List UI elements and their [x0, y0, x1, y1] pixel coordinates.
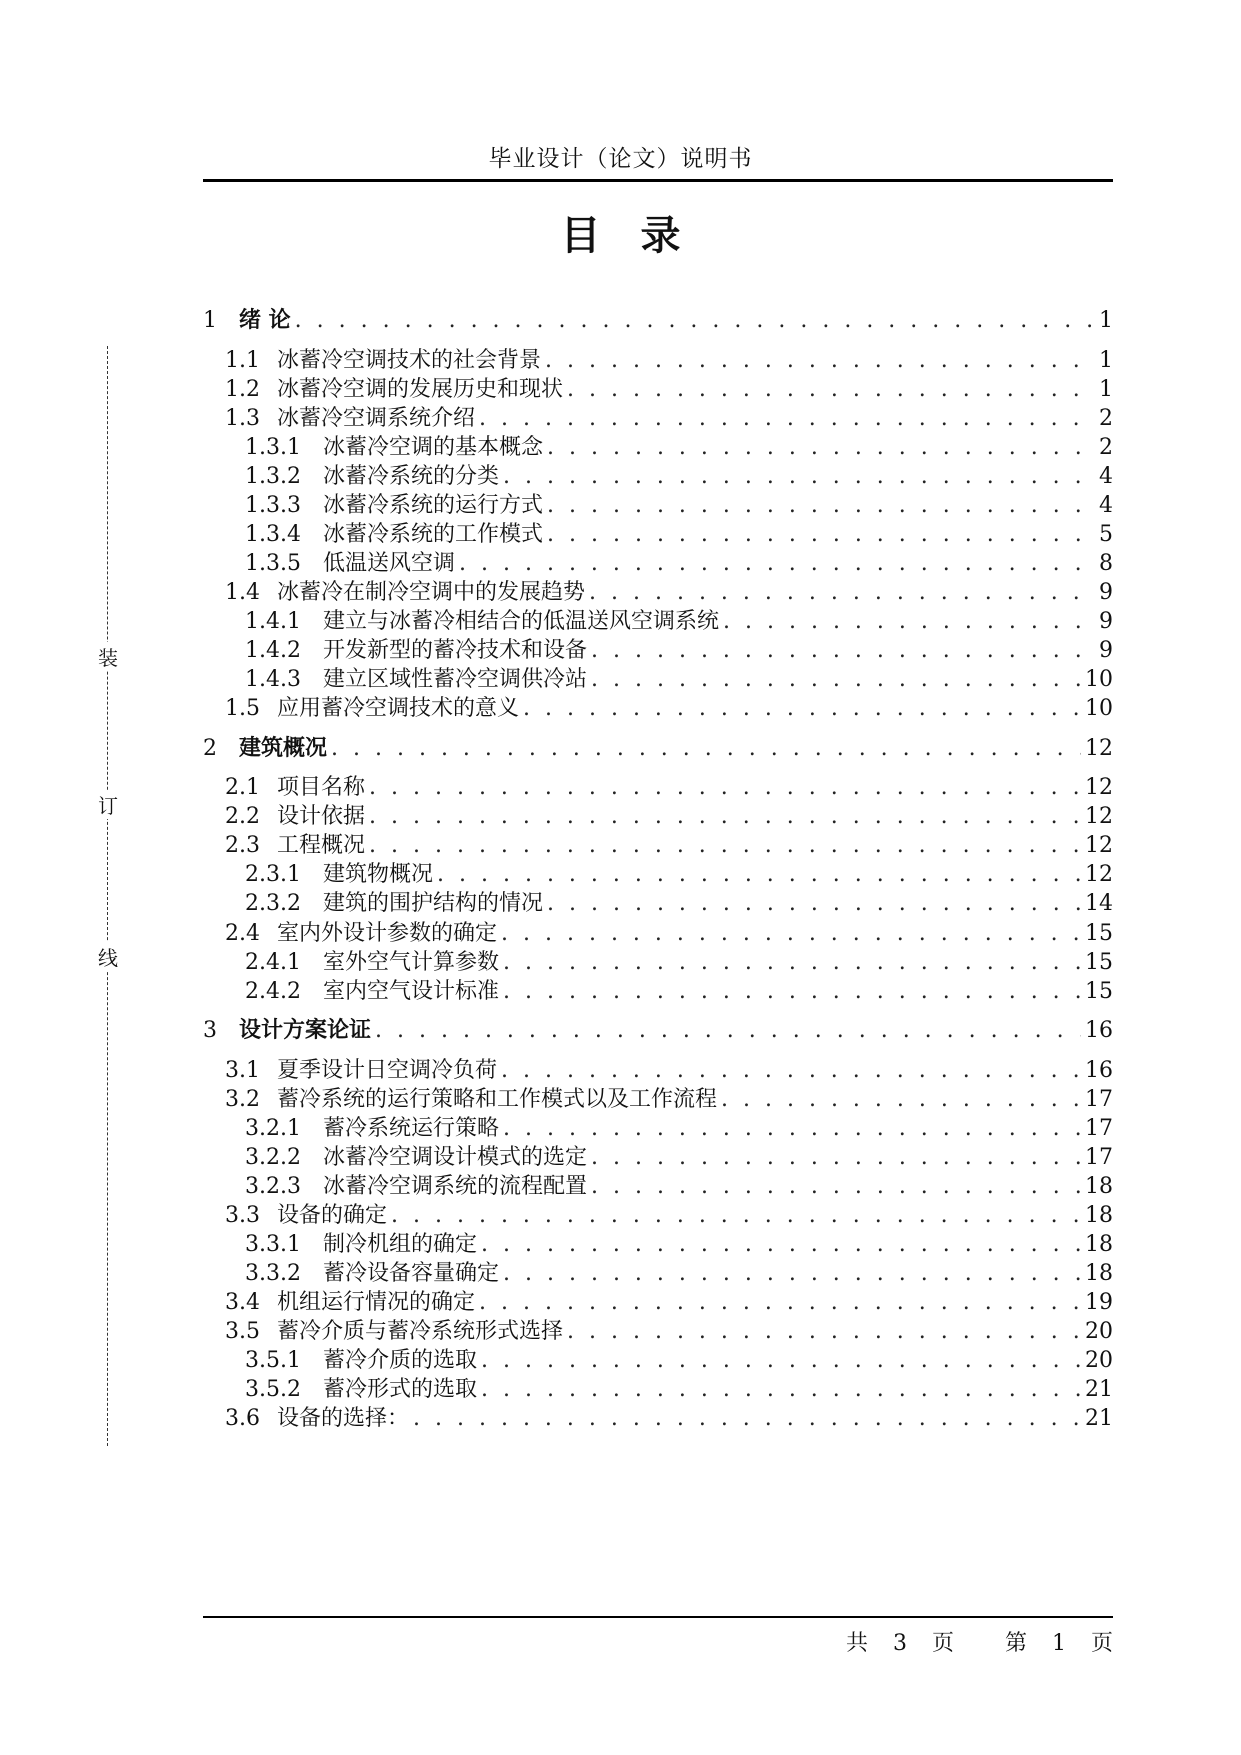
- toc-entry[interactable]: [245, 1259, 1113, 1289]
- toc-entry-number: 2.4.2: [245, 978, 301, 1004]
- toc-dot-leader: [369, 802, 1081, 832]
- toc-dot-leader: [567, 375, 1095, 405]
- toc-entry-number: 2.2: [225, 804, 260, 830]
- toc-entry[interactable]: [225, 1085, 1113, 1115]
- toc-entry[interactable]: [245, 948, 1113, 978]
- toc-entry-number: 3.2.2: [245, 1144, 301, 1170]
- toc-entry-number: 3.5.1: [245, 1348, 301, 1374]
- toc-dot-leader: [591, 665, 1081, 695]
- running-header: 毕业设计（论文）说明书: [488, 146, 753, 172]
- toc-entry[interactable]: [245, 860, 1113, 890]
- toc-entry-page: 4: [1099, 463, 1113, 489]
- binding-char-xian: 线: [88, 942, 128, 971]
- toc-dot-leader: [481, 1375, 1081, 1405]
- toc-entry[interactable]: [245, 1114, 1113, 1144]
- toc-entry-page: 18: [1085, 1173, 1113, 1199]
- toc-entry-number: 1: [203, 308, 217, 333]
- toc-entry-number: 3.1: [225, 1057, 260, 1083]
- footer-current-suffix: 页: [1090, 1631, 1113, 1656]
- binding-line: [88, 346, 128, 1446]
- toc-entry-number: 1.3: [225, 405, 260, 431]
- toc-entry[interactable]: [203, 306, 1113, 336]
- toc-entry[interactable]: [225, 919, 1113, 949]
- toc-entry-page: 20: [1085, 1319, 1113, 1345]
- toc-entry-number: 3.3.2: [245, 1261, 301, 1287]
- toc-dot-leader: [721, 1085, 1081, 1115]
- toc-entry-number: 1.3.4: [245, 521, 301, 547]
- toc-dot-leader: [547, 491, 1095, 521]
- toc-dot-leader: [523, 694, 1081, 724]
- toc-entry-number: 3.2.1: [245, 1115, 301, 1141]
- toc-dot-leader: [501, 919, 1081, 949]
- footer-current-page: 1: [1051, 1631, 1066, 1656]
- toc-entry[interactable]: [245, 889, 1113, 919]
- toc-dot-leader: [723, 607, 1095, 637]
- toc-entry-title: 开发新型的蓄冷技术和设备: [323, 638, 588, 664]
- toc-entry[interactable]: [245, 1143, 1113, 1173]
- toc-entry-page: 2: [1099, 405, 1113, 431]
- toc-entry[interactable]: [225, 773, 1113, 803]
- toc-entry-number: 1.4: [225, 579, 260, 605]
- toc-dot-leader: [481, 1346, 1081, 1376]
- toc-dot-leader: [437, 860, 1081, 890]
- toc-dot-leader: [503, 977, 1081, 1007]
- toc-entry-title: 制冷机组的确定: [323, 1232, 478, 1257]
- page-footer: [846, 1626, 1113, 1657]
- toc-entry[interactable]: [225, 831, 1113, 861]
- toc-dot-leader: [591, 1143, 1081, 1173]
- toc-entry[interactable]: [245, 491, 1113, 521]
- toc-entry-page: 16: [1085, 1018, 1113, 1044]
- toc-dot-leader: [413, 1404, 1081, 1434]
- toc-entry[interactable]: [203, 1016, 1113, 1046]
- toc-entry[interactable]: [245, 636, 1113, 666]
- toc-entry-page: 10: [1085, 667, 1113, 693]
- toc-entry-page: 2: [1099, 434, 1113, 460]
- toc-entry-number: 1.4.3: [245, 667, 301, 693]
- toc-dot-leader: [591, 1172, 1081, 1202]
- toc-entry[interactable]: [225, 404, 1113, 434]
- toc-entry[interactable]: [225, 694, 1113, 724]
- toc-entry-page: 20: [1085, 1348, 1113, 1374]
- toc-entry-number: 2.4: [225, 920, 260, 946]
- toc-dot-leader: [501, 1056, 1081, 1086]
- toc-entry-page: 17: [1085, 1144, 1113, 1170]
- toc-entry-page: 16: [1085, 1057, 1113, 1083]
- toc-entry-title: 建筑的围护结构的情况: [323, 891, 544, 917]
- toc-entry[interactable]: [225, 375, 1113, 405]
- toc-dot-leader: [481, 1230, 1081, 1260]
- toc-entry-number: 3.2.3: [245, 1173, 301, 1199]
- footer-total-prefix: 共: [845, 1631, 868, 1656]
- toc-title: 目 录: [560, 213, 681, 259]
- toc-dot-leader: [369, 773, 1081, 803]
- toc-entry-title: 冰蓄冷空调设计模式的选定: [323, 1144, 588, 1170]
- toc-entry[interactable]: [245, 665, 1113, 695]
- toc-entry-title: 冰蓄冷空调的基本概念: [323, 434, 544, 460]
- toc-entry[interactable]: [245, 1230, 1113, 1260]
- toc-entry-page: 12: [1085, 833, 1113, 859]
- toc-entry-page: 19: [1085, 1290, 1113, 1316]
- binding-char-zhuang: 装: [88, 642, 128, 671]
- toc-entry-page: 10: [1085, 696, 1113, 722]
- toc-entry[interactable]: [225, 1201, 1113, 1231]
- toc-entry-number: 1.3.5: [245, 550, 301, 576]
- toc-entry-number: 3.6: [225, 1406, 260, 1432]
- toc-entry-title: 项目名称: [277, 775, 366, 801]
- toc-entry-title: 机组运行情况的确定: [277, 1290, 476, 1316]
- toc-entry[interactable]: [245, 549, 1113, 579]
- toc-entry-page: 18: [1085, 1202, 1113, 1228]
- toc-entry-number: 1.2: [225, 376, 260, 402]
- toc-entry-page: 21: [1085, 1377, 1113, 1403]
- toc-entry-title: 冰蓄冷系统的运行方式: [323, 492, 544, 518]
- toc-entry-page: 17: [1085, 1115, 1113, 1141]
- toc-entry-page: 17: [1085, 1086, 1113, 1112]
- toc-entry-page: 1: [1099, 376, 1113, 402]
- toc-entry-page: 4: [1099, 492, 1113, 518]
- toc-entry-page: 1: [1099, 347, 1113, 373]
- binding-dash: [107, 346, 108, 1446]
- toc-entry-title: 蓄冷设备容量确定: [323, 1261, 500, 1287]
- toc-entry-number: 1.4.2: [245, 638, 301, 664]
- toc-entry-page: 12: [1085, 804, 1113, 830]
- toc-dot-leader: [375, 1016, 1081, 1046]
- toc-dot-leader: [503, 1259, 1081, 1289]
- toc-entry-page: 15: [1085, 920, 1113, 946]
- toc-entry[interactable]: [225, 1056, 1113, 1086]
- toc-dot-leader: [547, 889, 1081, 919]
- toc-entry[interactable]: [245, 1346, 1113, 1376]
- toc-entry[interactable]: [225, 1317, 1113, 1347]
- toc-entry[interactable]: [225, 346, 1113, 376]
- toc-entry-title: 设备的确定: [277, 1202, 388, 1228]
- toc-dot-leader: [567, 1317, 1081, 1347]
- toc-entry-number: 2: [203, 735, 217, 761]
- toc-entry-page: 12: [1085, 775, 1113, 801]
- toc-entry-page: 8: [1099, 550, 1113, 576]
- toc-entry-number: 1.1: [225, 347, 260, 373]
- toc-entry-title: 应用蓄冷空调技术的意义: [277, 696, 520, 722]
- toc-entry[interactable]: [245, 1375, 1113, 1405]
- toc-entry-page: 1: [1099, 308, 1113, 333]
- toc-entry-title: 设计方案论证: [239, 1018, 372, 1044]
- toc-entry-page: 15: [1085, 949, 1113, 975]
- toc-entry-title: 工程概况: [277, 833, 366, 859]
- toc-entry[interactable]: [245, 433, 1113, 463]
- toc-entry-number: 1.4.1: [245, 609, 301, 634]
- header-rule: [203, 179, 1113, 182]
- toc-dot-leader: [547, 433, 1095, 463]
- toc-entry[interactable]: [203, 734, 1113, 764]
- toc-entry-number: 3.3.1: [245, 1232, 301, 1257]
- toc-entry-page: 15: [1085, 978, 1113, 1004]
- toc-entry[interactable]: [245, 977, 1113, 1007]
- toc-dot-leader: [503, 948, 1081, 978]
- toc-entry-title: 建筑物概况: [323, 862, 434, 888]
- toc-entry-page: 5: [1099, 521, 1113, 547]
- toc-entry-number: 3: [203, 1018, 217, 1044]
- toc-entry-page: 18: [1085, 1261, 1113, 1287]
- toc-entry[interactable]: [245, 462, 1113, 492]
- toc-entry[interactable]: [225, 578, 1113, 608]
- toc-entry-title: 冰蓄冷系统的分类: [323, 463, 500, 489]
- toc-entry-title: 冰蓄冷在制冷空调中的发展趋势: [277, 579, 586, 605]
- toc-entry-number: 2.3.1: [245, 862, 301, 888]
- toc-entry-title: 冰蓄冷空调的发展历史和现状: [277, 376, 564, 402]
- toc-entry-number: 2.1: [225, 775, 260, 801]
- toc-entry-title: 室外空气计算参数: [323, 949, 500, 975]
- footer-current-prefix: 第: [1004, 1631, 1027, 1656]
- toc-entry-title: 建筑概况: [239, 735, 328, 761]
- footer-total-pages: 3: [892, 1631, 907, 1656]
- toc-dot-leader: [391, 1201, 1081, 1231]
- toc-entry-title: 冰蓄冷系统的工作模式: [323, 521, 544, 547]
- toc-entry-page: 14: [1085, 891, 1113, 917]
- toc-entry-number: 1.3.3: [245, 492, 301, 518]
- toc-entry-number: 3.2: [225, 1086, 260, 1112]
- toc-dot-leader: [331, 734, 1081, 764]
- toc-dot-leader: [369, 831, 1081, 861]
- toc-entry-title: 蓄冷系统运行策略: [323, 1115, 500, 1141]
- toc-dot-leader: [479, 404, 1095, 434]
- toc-entry-number: 3.3: [225, 1202, 260, 1228]
- toc-dot-leader: [591, 636, 1095, 666]
- toc-dot-leader: [295, 306, 1095, 336]
- toc-entry-page: 12: [1085, 735, 1113, 761]
- toc-entry[interactable]: [245, 1172, 1113, 1202]
- toc-entry[interactable]: [245, 520, 1113, 550]
- toc-entry-title: 蓄冷形式的选取: [323, 1377, 478, 1403]
- toc-dot-leader: [479, 1288, 1081, 1318]
- toc-entry-number: 3.5.2: [245, 1377, 301, 1403]
- toc-entry-page: 12: [1085, 862, 1113, 888]
- toc-entry[interactable]: [225, 802, 1113, 832]
- toc-entry-title: 蓄冷介质的选取: [323, 1348, 478, 1374]
- toc-dot-leader: [459, 549, 1095, 579]
- toc-entry-number: 2.3.2: [245, 891, 301, 917]
- toc-entry-title: 夏季设计日空调冷负荷: [277, 1057, 498, 1083]
- toc-entry-title: 建立区域性蓄冷空调供冷站: [323, 667, 588, 693]
- toc-entry[interactable]: [225, 1404, 1113, 1434]
- toc-entry[interactable]: [245, 607, 1113, 637]
- toc-entry-title: 室内空气设计标准: [323, 978, 500, 1004]
- toc-dot-leader: [547, 520, 1095, 550]
- toc-entry-number: 2.3: [225, 833, 260, 859]
- toc-entry[interactable]: [225, 1288, 1113, 1318]
- toc-entry-title: 冰蓄冷空调技术的社会背景: [277, 347, 542, 373]
- toc-entry-title: 冰蓄冷空调系统的流程配置: [323, 1173, 588, 1199]
- toc-entry-number: 1.3.2: [245, 463, 301, 489]
- toc-entry-number: 3.5: [225, 1319, 260, 1345]
- toc-entry-title: 设计依据: [277, 804, 366, 830]
- binding-char-ding: 订: [88, 790, 128, 819]
- footer-rule: [203, 1616, 1113, 1618]
- toc-entry-title: 设备的选择：: [277, 1406, 410, 1432]
- toc-dot-leader: [589, 578, 1095, 608]
- toc-entry-page: 18: [1085, 1232, 1113, 1257]
- toc-dot-leader: [545, 346, 1095, 376]
- toc-entry-number: 3.4: [225, 1290, 260, 1316]
- toc-entry-title: 室内外设计参数的确定: [277, 920, 498, 946]
- toc-entry-title: 建立与冰蓄冷相结合的低温送风空调系统: [323, 609, 720, 634]
- toc-entry-title: 绪 论: [239, 308, 291, 333]
- toc-dot-leader: [503, 1114, 1081, 1144]
- footer-total-suffix: 页: [931, 1631, 954, 1656]
- toc-dot-leader: [503, 462, 1095, 492]
- toc-entry-title: 蓄冷介质与蓄冷系统形式选择: [277, 1319, 564, 1345]
- toc-entry-page: 9: [1099, 579, 1113, 605]
- toc-entry-page: 21: [1085, 1406, 1113, 1432]
- toc-entry-page: 9: [1099, 638, 1113, 664]
- toc-entry-title: 蓄冷系统的运行策略和工作模式以及工作流程: [277, 1086, 718, 1112]
- toc-entry-number: 2.4.1: [245, 949, 301, 975]
- toc-entry-number: 1.3.1: [245, 434, 301, 460]
- toc-entry-number: 1.5: [225, 696, 260, 722]
- toc-entry-page: 9: [1099, 609, 1113, 634]
- toc-entry-title: 低温送风空调: [323, 550, 456, 576]
- toc-entry-title: 冰蓄冷空调系统介绍: [277, 405, 476, 431]
